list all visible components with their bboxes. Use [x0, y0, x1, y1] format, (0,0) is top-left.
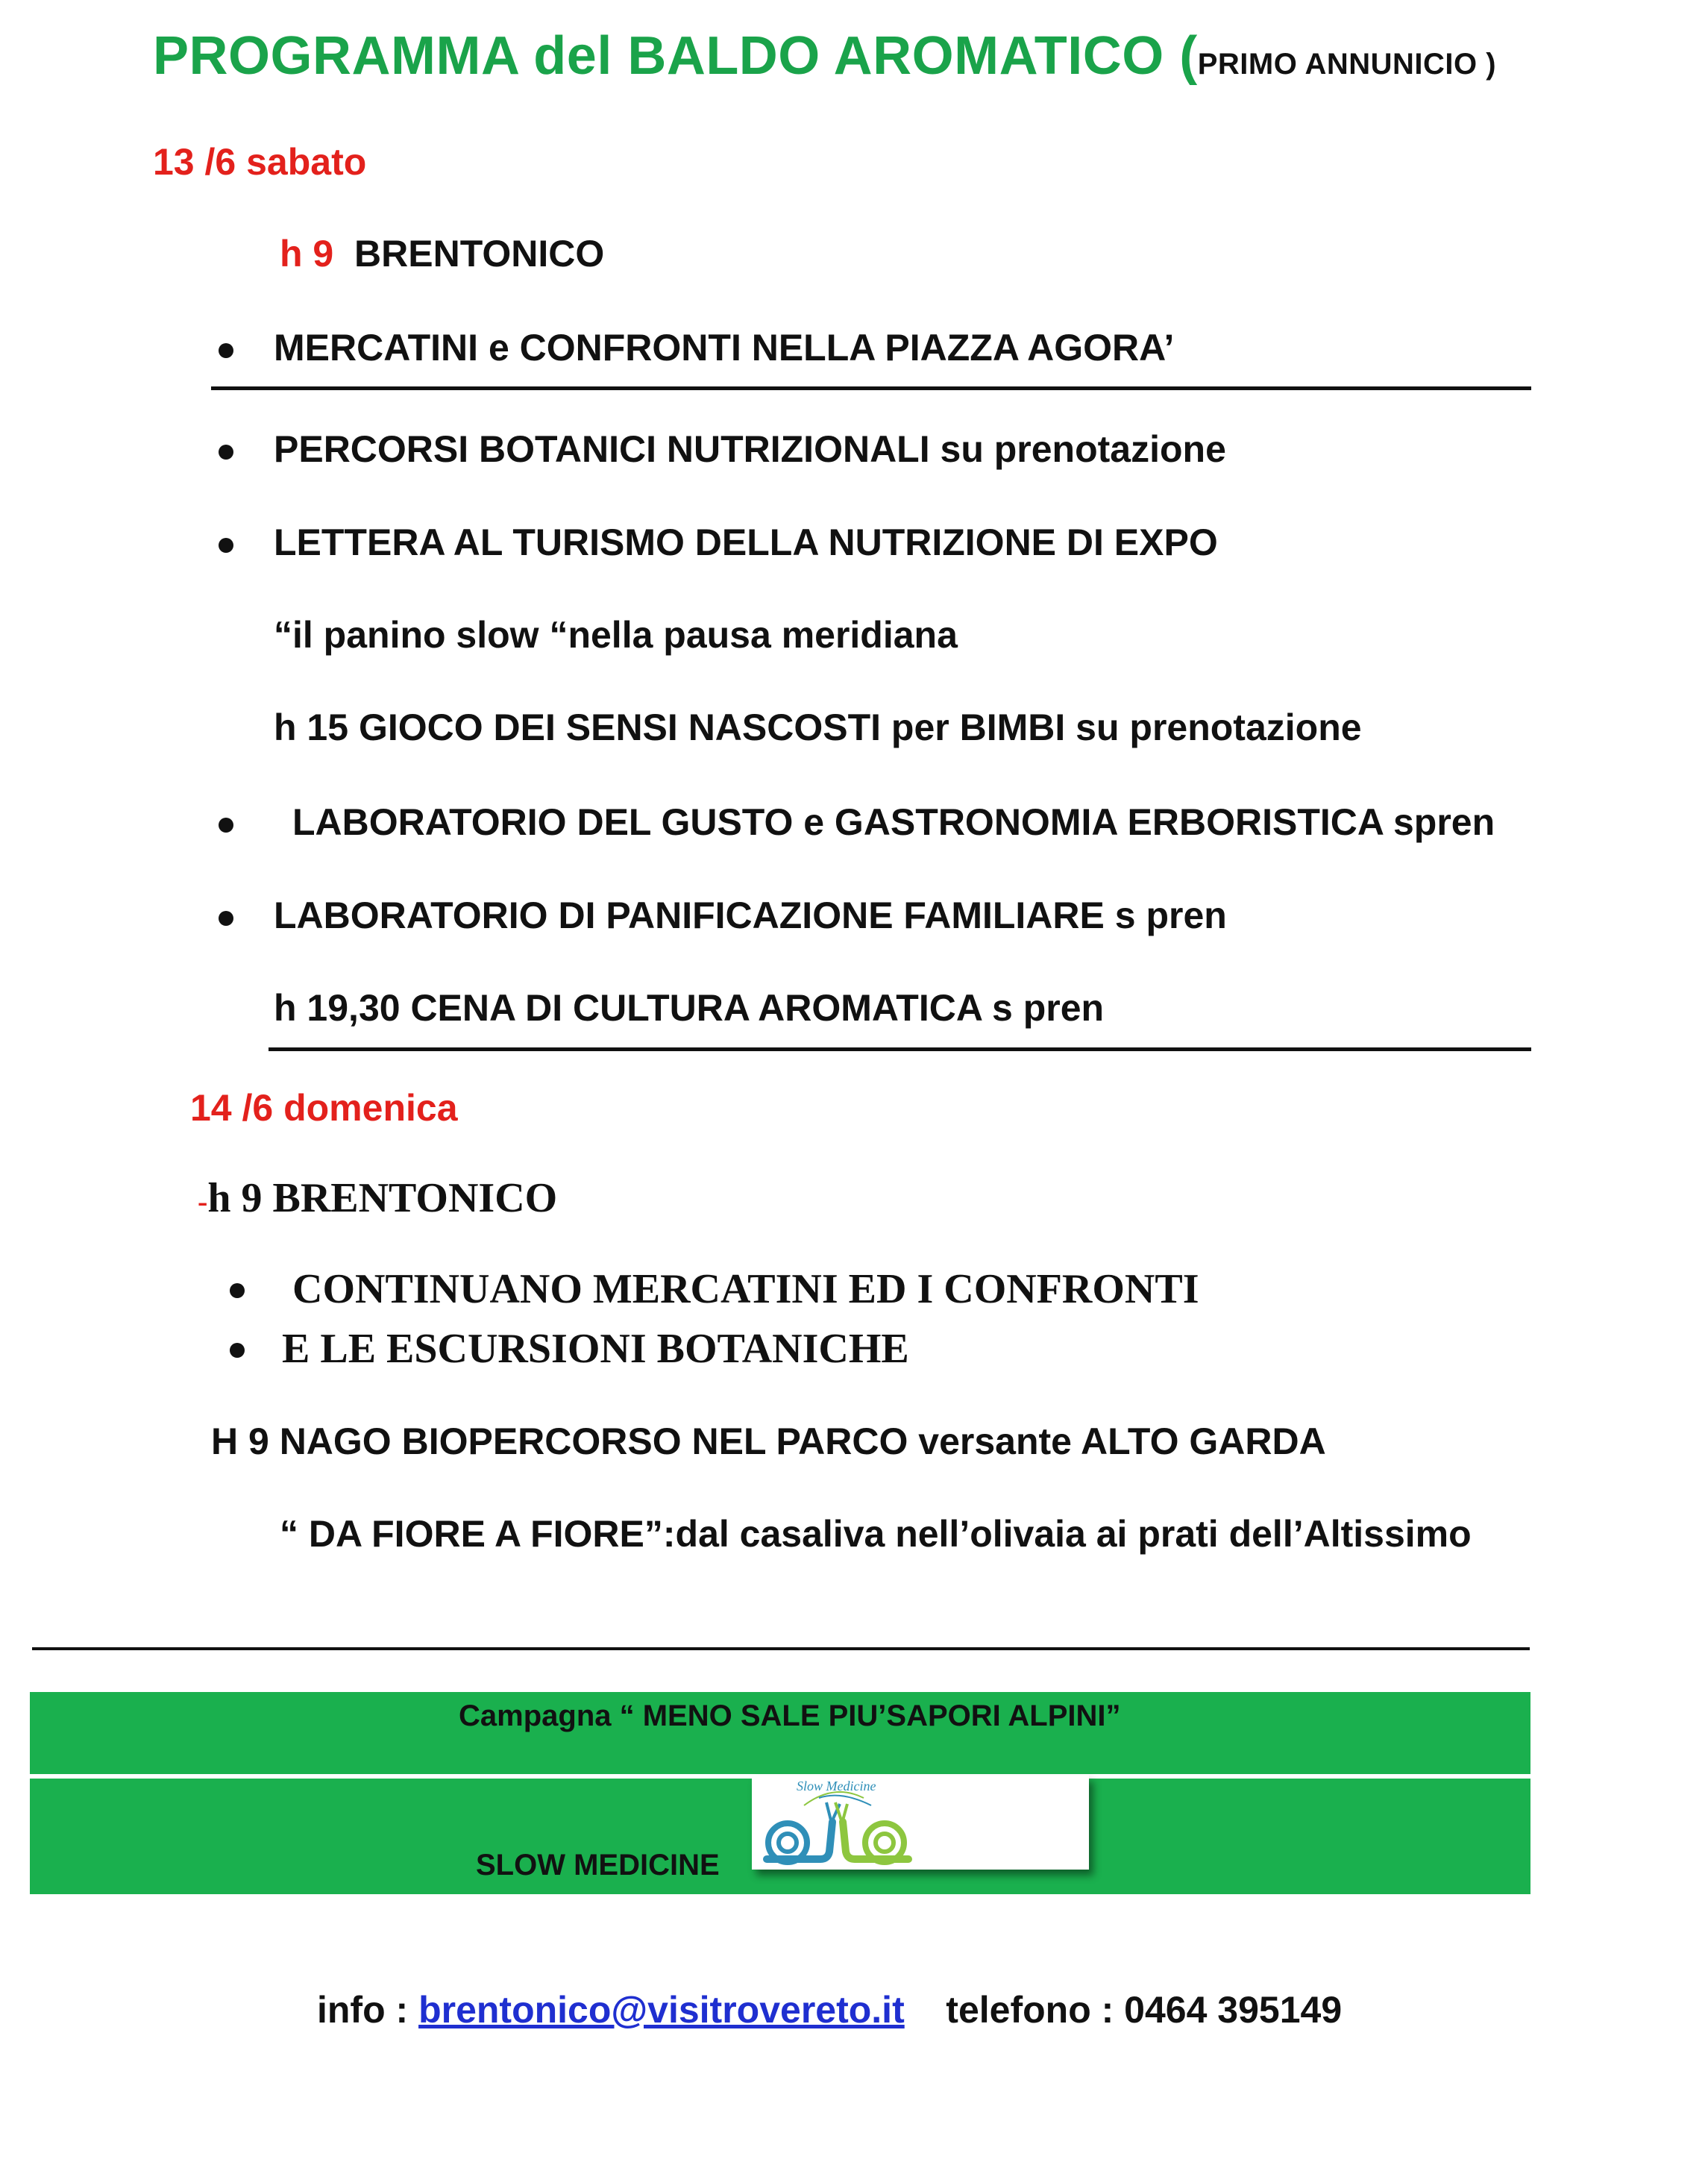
day1-dinner: h 19,30 CENA DI CULTURA AROMATICA s pren: [274, 987, 1105, 1029]
bullet-icon: [219, 818, 233, 833]
bullet-icon: [230, 1343, 245, 1358]
title-main: PROGRAMMA del BALDO AROMATICO (: [153, 26, 1198, 86]
day2-item-1: CONTINUANO MERCATINI ED I CONFRONTI: [292, 1266, 1199, 1312]
day2-dash: -: [198, 1185, 208, 1218]
page-title: [153, 25, 1496, 87]
phone-label: telefono : 0464 395149: [946, 1989, 1343, 2031]
bullet-icon: [219, 538, 233, 553]
day1-item-4: LABORATORIO DEL GUSTO e GASTRONOMIA ERBORISTICA spren: [292, 801, 1495, 843]
slow-medicine-label: SLOW MEDICINE: [476, 1849, 720, 1882]
day2-nago: H 9 NAGO BIOPERCORSO NEL PARCO versante ALTO GARDA: [211, 1420, 1326, 1462]
day1-item-2: PERCORSI BOTANICI NUTRIZIONALI su prenotazione: [274, 428, 1226, 470]
bullet-icon: [219, 343, 233, 358]
bullet-icon: [219, 445, 233, 460]
day1-item-1: MERCATINI e CONFRONTI NELLA PIAZZA AGORA’: [274, 327, 1175, 369]
divider: [32, 1647, 1530, 1650]
day2-label: 14 /6 domenica: [190, 1087, 458, 1129]
campaign-label: Campagna “ MENO SALE PIU’SAPORI ALPINI”: [459, 1699, 1121, 1732]
info-label: info :: [317, 1989, 409, 2031]
divider: [211, 386, 1531, 390]
day1-item-3: LETTERA AL TURISMO DELLA NUTRIZIONE DI EXPO: [274, 521, 1218, 563]
footer-contact: [317, 1988, 1342, 2031]
slow-medicine-logo: [752, 1776, 1089, 1870]
email-link[interactable]: brentonico@visitrovereto.it: [418, 1989, 905, 2031]
day1-location: BRENTONICO: [354, 233, 605, 275]
day1-item-5: LABORATORIO DI PANIFICAZIONE FAMILIARE s pren: [274, 894, 1227, 936]
day1-sub-gioco: h 15 GIOCO DEI SENSI NASCOSTI per BIMBI su prenotazione: [274, 706, 1362, 748]
bullet-icon: [230, 1283, 245, 1298]
divider: [269, 1047, 1531, 1051]
day2-time-location: [198, 1174, 557, 1222]
day1-time: h 9: [280, 233, 334, 275]
logo-text: Slow Medicine: [797, 1779, 876, 1793]
day1-time-location: [280, 232, 604, 275]
day2-flower: “ DA FIORE A FIORE”:dal casaliva nell’olivaia ai prati dell’Altissimo: [280, 1513, 1472, 1555]
day2-time-location-text: h 9 BRENTONICO: [207, 1175, 558, 1221]
bullet-icon: [219, 911, 233, 926]
title-note: PRIMO ANNUNICIO ): [1197, 48, 1497, 81]
day1-label: 13 /6 sabato: [153, 141, 367, 183]
day1-sub-panino: “il panino slow “nella pausa meridiana: [274, 614, 958, 656]
day2-item-2: E LE ESCURSIONI BOTANICHE: [282, 1326, 909, 1372]
